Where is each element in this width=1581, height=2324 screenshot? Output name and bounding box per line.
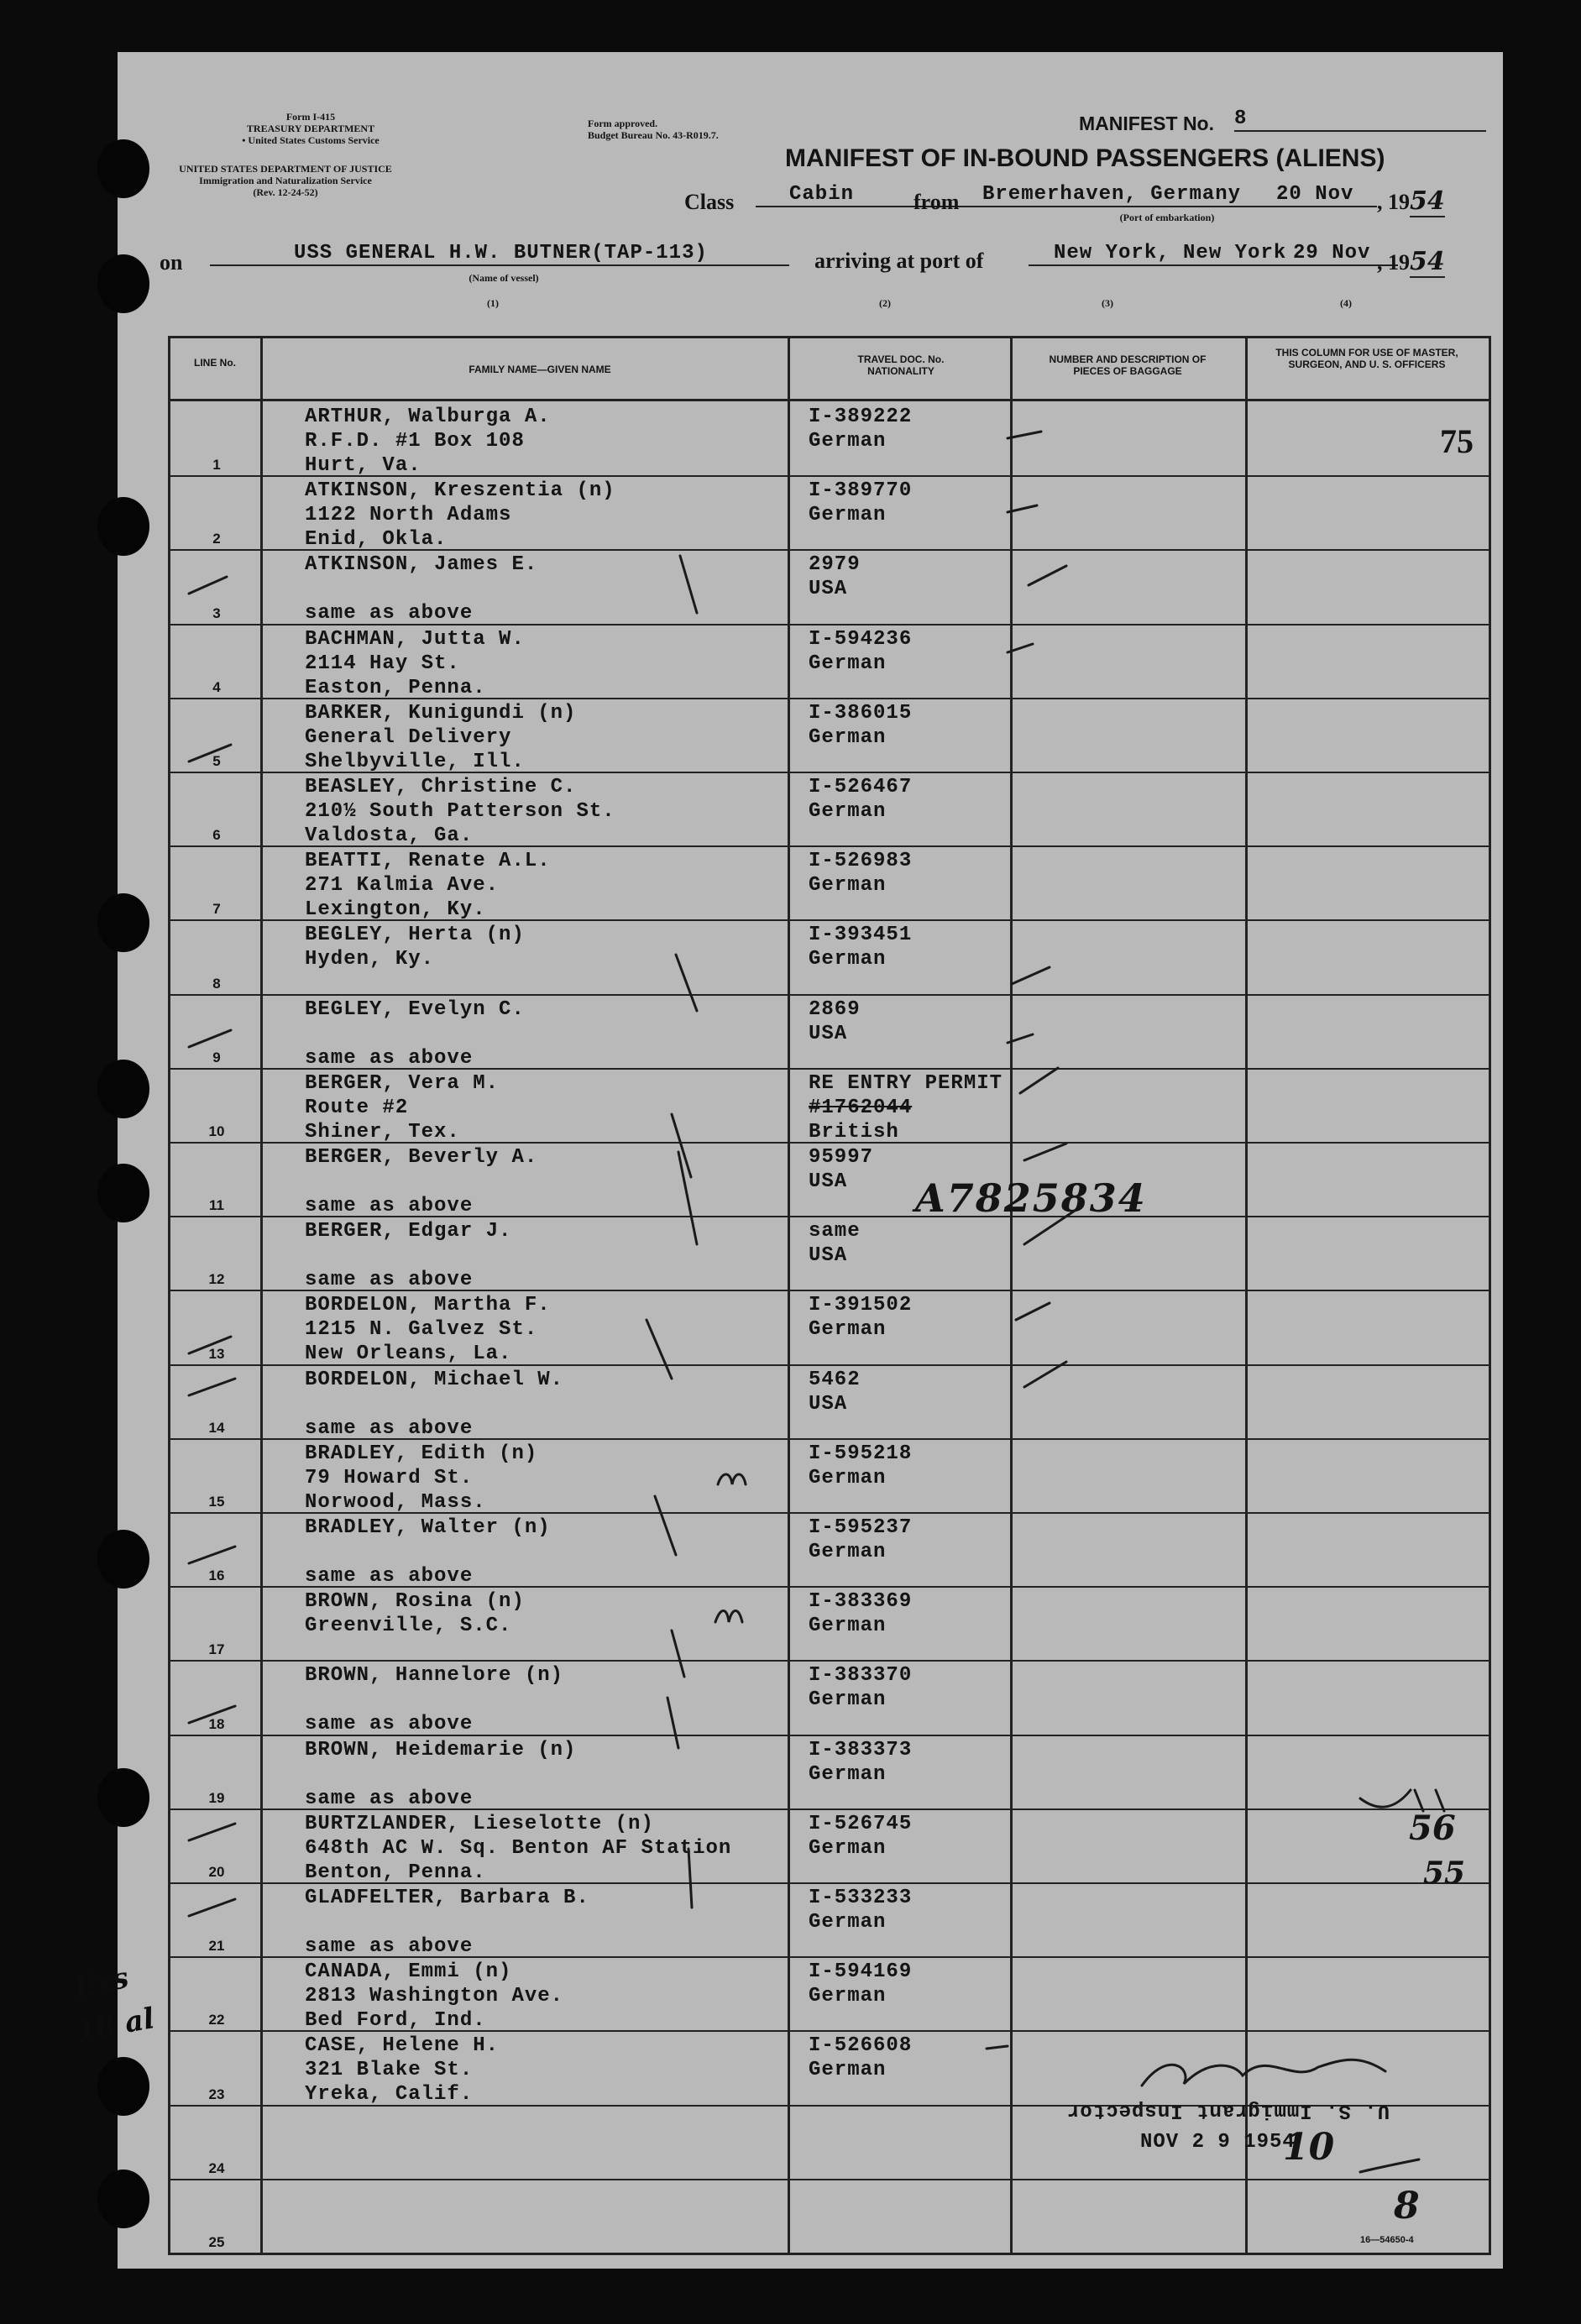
doc-number: I-389770 xyxy=(809,479,913,503)
doc-number: I-386015 xyxy=(809,701,913,725)
line-number: 11 xyxy=(209,1197,224,1214)
class-label: Class xyxy=(684,190,735,214)
address-line: same as above xyxy=(305,1565,474,1588)
nationality: German xyxy=(809,1762,887,1786)
address-line: same as above xyxy=(305,1046,474,1070)
address-line: Hurt, Va. xyxy=(305,454,421,477)
passenger-name: BRADLEY, Edith (n) xyxy=(305,1442,538,1465)
line-number: 20 xyxy=(208,1863,225,1880)
embark-year-digits: 54 xyxy=(1410,186,1445,216)
nationality: German xyxy=(809,1985,887,2008)
nationality: German xyxy=(809,1836,887,1860)
nationality: German xyxy=(809,725,887,749)
binder-hole xyxy=(97,497,149,556)
binder-hole xyxy=(97,893,149,952)
passenger-name: CASE, Helene H. xyxy=(305,2034,500,2058)
line-number: 16 xyxy=(208,1568,225,1584)
address-line: same as above xyxy=(305,1195,474,1217)
passenger-name: BARKER, Kunigundi (n) xyxy=(305,701,577,725)
line-number: 5 xyxy=(212,752,221,769)
form-code: 16—54650-4 xyxy=(1360,2235,1414,2245)
address-line: Valdosta, Ga. xyxy=(305,824,474,847)
binder-hole xyxy=(97,1530,149,1589)
doc-number: I-594169 xyxy=(809,1960,913,1984)
doc-number: I-594236 xyxy=(809,627,913,651)
address-line: same as above xyxy=(305,1416,474,1440)
stamp-date: NOV 2 9 1954 xyxy=(1140,2131,1296,2154)
address-line: 2114 Hay St. xyxy=(305,652,460,675)
passenger-name: BERGER, Vera M. xyxy=(305,1071,500,1095)
arriving-label: arriving at port of xyxy=(814,249,984,273)
address-line: General Delivery xyxy=(305,725,512,749)
inspector-stamp: U. S. Immigrant Inspector xyxy=(1066,2099,1390,2122)
address-line: 271 Kalmia Ave. xyxy=(305,874,500,898)
manifest-number-value: 8 xyxy=(1234,107,1486,132)
address-line: same as above xyxy=(305,1787,474,1810)
nationality: German xyxy=(809,874,887,898)
line-number: 21 xyxy=(208,1938,225,1955)
line-number: 1 xyxy=(212,457,221,474)
doc-number: I-383373 xyxy=(809,1738,913,1761)
passenger-name: BURTZLANDER, Lieselotte (n) xyxy=(305,1812,654,1835)
address-line: 1215 N. Galvez St. xyxy=(305,1318,538,1342)
nationality: German xyxy=(809,430,887,453)
passenger-name: BACHMAN, Jutta W. xyxy=(305,627,525,651)
passenger-name: BERGER, Beverly A. xyxy=(305,1146,538,1169)
passenger-name: ARTHUR, Walburga A. xyxy=(305,406,551,428)
address-line: Yreka, Calif. xyxy=(305,2083,474,2107)
col-number-2: (2) xyxy=(879,297,891,309)
line-number: 13 xyxy=(208,1345,225,1362)
embark-date: 20 Nov xyxy=(1276,183,1377,207)
line-number: 7 xyxy=(212,901,221,918)
binder-hole xyxy=(97,254,149,313)
arrival-year-prefix: , 19 xyxy=(1377,250,1410,275)
doc-number: 95997 xyxy=(809,1146,874,1169)
doc-number: I-526983 xyxy=(809,850,913,873)
doc-number: I-526745 xyxy=(809,1812,913,1835)
line-number: 22 xyxy=(208,2012,225,2028)
tally-10: 10 xyxy=(1283,2126,1335,2169)
line-number: 8 xyxy=(212,975,221,992)
passenger-name: BROWN, Rosina (n) xyxy=(305,1590,525,1614)
pen-marks xyxy=(118,52,1503,2269)
line-number: 24 xyxy=(208,2159,225,2176)
tally-56: 56 xyxy=(1409,1808,1456,1848)
embark-port: Bremerhaven, Germany xyxy=(982,183,1327,207)
nationality: USA xyxy=(809,1244,848,1268)
col-header-baggage: NUMBER AND DESCRIPTION OF PIECES OF BAGGAGE xyxy=(1049,353,1207,377)
col-number-3: (3) xyxy=(1102,297,1113,309)
address-line: Shiner, Tex. xyxy=(305,1120,460,1144)
embark-caption: (Port of embarkation) xyxy=(1119,212,1215,223)
col-header-name: FAMILY NAME—GIVEN NAME xyxy=(469,364,611,375)
nationality: USA xyxy=(809,1022,848,1045)
doc-number: I-383370 xyxy=(809,1664,913,1688)
line-number: 9 xyxy=(212,1049,221,1065)
line-number: 23 xyxy=(208,2086,225,2102)
doc-number: I-526467 xyxy=(809,776,913,798)
passenger-name: BEATTI, Renate A.L. xyxy=(305,850,551,873)
address-line: Enid, Okla. xyxy=(305,528,448,552)
arrival-date: 29 Nov xyxy=(1293,242,1371,264)
address-line: 648th AC W. Sq. Benton AF Station xyxy=(305,1836,732,1860)
doc-number: I-383369 xyxy=(809,1590,913,1614)
doc-number: I-595218 xyxy=(809,1442,913,1465)
nationality: USA xyxy=(809,578,848,601)
col-header-officers: THIS COLUMN FOR USE OF MASTER, SURGEON, AND U. S. OFFICERS xyxy=(1275,347,1458,370)
doc-number: 2979 xyxy=(809,553,861,577)
address-line: Greenville, S.C. xyxy=(305,1615,512,1638)
line-number: 6 xyxy=(212,827,221,844)
binder-hole xyxy=(97,139,149,198)
binder-hole xyxy=(97,1164,149,1222)
line-number: 19 xyxy=(208,1789,225,1806)
binder-hole xyxy=(97,1768,149,1827)
on-label: on xyxy=(160,250,183,275)
address-line: 321 Blake St. xyxy=(305,2059,474,2082)
binder-hole xyxy=(97,2057,149,2116)
nationality: German xyxy=(809,504,887,527)
line-number: 12 xyxy=(208,1271,225,1288)
manifest-number-label: MANIFEST No. xyxy=(1079,113,1214,134)
line-number: 15 xyxy=(208,1493,225,1510)
doc-number: #1762044 xyxy=(809,1096,913,1119)
nationality: German xyxy=(809,1466,887,1489)
passenger-name: BROWN, Heidemarie (n) xyxy=(305,1738,577,1761)
from-label: from xyxy=(914,190,960,214)
nationality: USA xyxy=(809,1170,848,1193)
doc-number: I-389222 xyxy=(809,406,913,428)
line-number: 3 xyxy=(212,605,221,621)
vessel-name: USS GENERAL H.W. BUTNER(TAP-113) xyxy=(210,242,789,266)
line-number: 14 xyxy=(208,1419,225,1436)
line-number: 17 xyxy=(208,1641,225,1658)
binder-hole xyxy=(97,2170,149,2228)
address-line: 2813 Washington Ave. xyxy=(305,1985,564,2008)
passenger-name: BORDELON, Martha F. xyxy=(305,1294,551,1317)
address-line: Easton, Penna. xyxy=(305,676,486,699)
margin-note-2: 18 al xyxy=(73,2002,157,2049)
ins-service: Immigration and Naturalization Service xyxy=(199,175,372,186)
address-line: New Orleans, La. xyxy=(305,1343,512,1366)
address-line: Norwood, Mass. xyxy=(305,1490,486,1514)
address-line: 1122 North Adams xyxy=(305,504,512,527)
doc-number: I-526608 xyxy=(809,2034,913,2058)
doc-number: RE ENTRY PERMIT xyxy=(809,1071,1003,1095)
passenger-name: BORDELON, Michael W. xyxy=(305,1368,564,1391)
line-number: 18 xyxy=(208,1715,225,1732)
address-line: same as above xyxy=(305,1713,474,1736)
nationality: German xyxy=(809,948,887,971)
address-line: same as above xyxy=(305,602,474,625)
doc-number: 5462 xyxy=(809,1368,861,1391)
nationality: German xyxy=(809,1541,887,1563)
customs-service: • United States Customs Service xyxy=(242,134,380,146)
doc-number: 2869 xyxy=(809,997,861,1021)
col-number-4: (4) xyxy=(1340,297,1352,309)
budget-bureau: Budget Bureau No. 43-R019.7. xyxy=(588,129,719,141)
tally-8: 8 xyxy=(1394,2185,1420,2227)
passenger-name: BRADLEY, Walter (n) xyxy=(305,1516,551,1539)
line-number: 10 xyxy=(208,1123,225,1139)
line-number: 25 xyxy=(208,2233,225,2250)
justice-dept: UNITED STATES DEPARTMENT OF JUSTICE xyxy=(179,163,392,175)
address-line: 210½ South Patterson St. xyxy=(305,800,615,823)
col-number-1: (1) xyxy=(487,297,499,309)
address-line: Bed Ford, Ind. xyxy=(305,2009,486,2033)
passenger-name: BEASLEY, Christine C. xyxy=(305,776,577,798)
nationality: German xyxy=(809,1615,887,1638)
binder-hole xyxy=(97,1060,149,1118)
passenger-name: BEGLEY, Evelyn C. xyxy=(305,997,525,1021)
handwritten-permit-number: A7825834 xyxy=(915,1175,1147,1221)
address-line: Hyden, Ky. xyxy=(305,948,435,971)
arrival-port: New York, New York xyxy=(1029,242,1398,266)
page-number: 75 xyxy=(1440,422,1474,460)
address-line: same as above xyxy=(305,1269,474,1292)
margin-note-1: Exs xyxy=(71,1960,132,2006)
arrival-year-digits: 54 xyxy=(1410,247,1445,276)
doc-number: I-391502 xyxy=(809,1294,913,1317)
address-line: Lexington, Ky. xyxy=(305,898,486,922)
doc-number: I-533233 xyxy=(809,1887,913,1909)
doc-number: same xyxy=(809,1220,861,1243)
revision-date: (Rev. 12-24-52) xyxy=(253,186,318,198)
tally-55: 55 xyxy=(1423,1856,1466,1891)
form-approved: Form approved. xyxy=(588,118,658,129)
nationality: British xyxy=(809,1120,899,1144)
nationality: German xyxy=(809,652,887,675)
inspector-signature xyxy=(1142,2060,1385,2086)
treasury-dept: TREASURY DEPARTMENT xyxy=(246,123,375,134)
nationality: German xyxy=(809,1318,887,1342)
embark-year-prefix: , 19 xyxy=(1377,190,1410,214)
nationality: German xyxy=(809,1688,887,1712)
vessel-caption: (Name of vessel) xyxy=(469,272,539,284)
nationality: German xyxy=(809,1911,887,1934)
passenger-name: BERGER, Edgar J. xyxy=(305,1220,512,1243)
nationality: German xyxy=(809,2059,887,2082)
address-line: Route #2 xyxy=(305,1096,409,1119)
form-number: Form I-415 xyxy=(285,111,336,123)
address-line: R.F.D. #1 Box 108 xyxy=(305,430,525,453)
passenger-name: ATKINSON, James E. xyxy=(305,553,538,577)
address-line: Shelbyville, Ill. xyxy=(305,750,525,773)
doc-number: I-595237 xyxy=(809,1516,913,1539)
line-number: 4 xyxy=(212,678,221,695)
address-line: 79 Howard St. xyxy=(305,1466,474,1489)
nationality: German xyxy=(809,800,887,823)
passenger-name: BEGLEY, Herta (n) xyxy=(305,924,525,947)
nationality: USA xyxy=(809,1392,848,1416)
passenger-name: BROWN, Hannelore (n) xyxy=(305,1664,564,1688)
address-line: same as above xyxy=(305,1935,474,1958)
manifest-title: MANIFEST OF IN-BOUND PASSENGERS (ALIENS) xyxy=(785,144,1385,172)
passenger-name: GLADFELTER, Barbara B. xyxy=(305,1887,589,1909)
col-header-doc: TRAVEL DOC. No. NATIONALITY xyxy=(857,353,945,377)
address-line: Benton, Penna. xyxy=(305,1861,486,1884)
manifest-sheet xyxy=(71,52,1503,2269)
doc-number: I-393451 xyxy=(809,924,913,947)
class-value: Cabin xyxy=(756,183,1024,207)
passenger-name: CANADA, Emmi (n) xyxy=(305,1960,512,1984)
col-header-line: LINE No. xyxy=(194,357,236,369)
line-number: 2 xyxy=(212,531,221,547)
passenger-name: ATKINSON, Kreszentia (n) xyxy=(305,479,615,503)
